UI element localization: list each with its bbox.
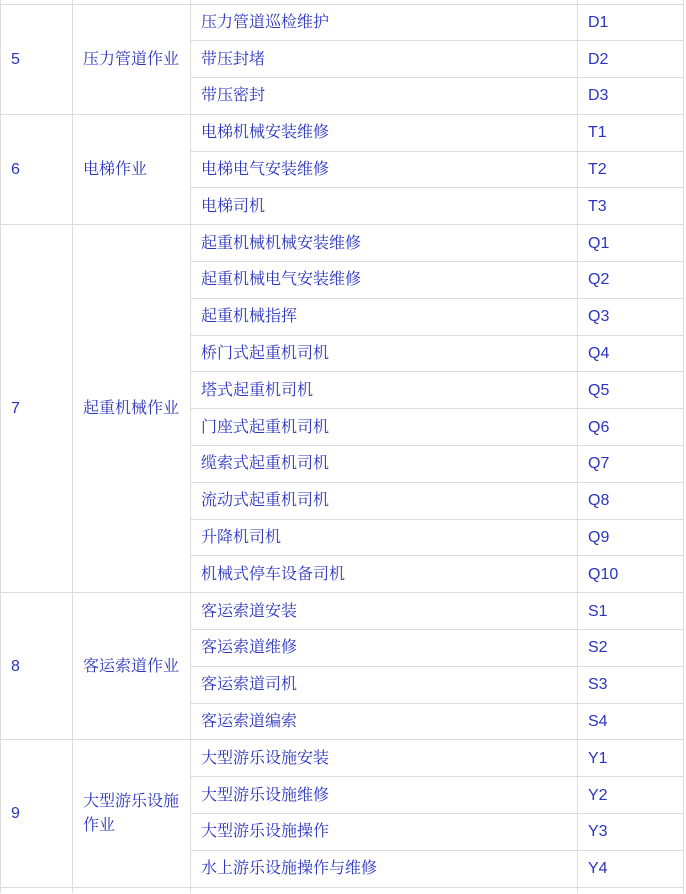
item-code-cell: D2 bbox=[578, 41, 684, 78]
item-code-cell: Q1 bbox=[578, 225, 684, 262]
partial-cell bbox=[1, 887, 73, 893]
category-cell: 压力管道作业 bbox=[73, 4, 191, 114]
operation-item-cell: 流动式起重机司机 bbox=[191, 482, 578, 519]
operation-item-cell: 客运索道维修 bbox=[191, 630, 578, 667]
operation-item-cell: 水上游乐设施操作与维修 bbox=[191, 850, 578, 887]
serial-number-cell: 9 bbox=[1, 740, 73, 887]
item-code-cell: S3 bbox=[578, 666, 684, 703]
operation-item-cell: 客运索道司机 bbox=[191, 666, 578, 703]
category-cell: 电梯作业 bbox=[73, 114, 191, 224]
item-code-cell: Q7 bbox=[578, 446, 684, 483]
table-row bbox=[1, 114, 684, 151]
operation-item-cell: 大型游乐设施操作 bbox=[191, 814, 578, 851]
operation-item-cell: 压力管道巡检维护 bbox=[191, 4, 578, 41]
operation-item-cell: 起重机械指挥 bbox=[191, 298, 578, 335]
operation-item-cell: 机械式停车设备司机 bbox=[191, 556, 578, 593]
item-code-cell: Q3 bbox=[578, 298, 684, 335]
item-code-cell: Q8 bbox=[578, 482, 684, 519]
item-code-cell: D1 bbox=[578, 4, 684, 41]
table-row bbox=[1, 593, 684, 630]
item-code-cell: S2 bbox=[578, 630, 684, 667]
item-code-cell: T3 bbox=[578, 188, 684, 225]
operation-item-cell: 起重机械机械安装维修 bbox=[191, 225, 578, 262]
table-body bbox=[1, 0, 684, 893]
item-code-cell: S1 bbox=[578, 593, 684, 630]
operation-item-cell: 桥门式起重机司机 bbox=[191, 335, 578, 372]
operation-item-cell: 大型游乐设施安装 bbox=[191, 740, 578, 777]
item-code-cell: Q5 bbox=[578, 372, 684, 409]
serial-number-cell: 6 bbox=[1, 114, 73, 224]
operation-item-cell: 带压封堵 bbox=[191, 41, 578, 78]
item-code-cell: Y2 bbox=[578, 777, 684, 814]
operation-item-cell: 电梯司机 bbox=[191, 188, 578, 225]
item-code-cell: Q9 bbox=[578, 519, 684, 556]
serial-number-cell: 8 bbox=[1, 593, 73, 740]
partial-cell bbox=[191, 887, 578, 893]
table-row bbox=[1, 225, 684, 262]
table-row bbox=[1, 740, 684, 777]
operation-item-cell: 缆索式起重机司机 bbox=[191, 446, 578, 483]
operation-item-cell: 电梯电气安装维修 bbox=[191, 151, 578, 188]
operation-item-cell: 带压密封 bbox=[191, 78, 578, 115]
operation-item-cell: 电梯机械安装维修 bbox=[191, 114, 578, 151]
category-cell: 大型游乐设施作业 bbox=[73, 740, 191, 887]
item-code-cell: Q2 bbox=[578, 262, 684, 299]
item-code-cell: S4 bbox=[578, 703, 684, 740]
item-code-cell: Y3 bbox=[578, 814, 684, 851]
category-cell: 客运索道作业 bbox=[73, 593, 191, 740]
item-code-cell: Q10 bbox=[578, 556, 684, 593]
item-code-cell: Y1 bbox=[578, 740, 684, 777]
item-code-cell: T1 bbox=[578, 114, 684, 151]
table-row bbox=[1, 4, 684, 41]
partial-cell bbox=[73, 887, 191, 893]
item-code-cell: D3 bbox=[578, 78, 684, 115]
partial-cell bbox=[578, 887, 684, 893]
operation-item-cell: 门座式起重机司机 bbox=[191, 409, 578, 446]
item-code-cell: Y4 bbox=[578, 850, 684, 887]
operation-item-cell: 塔式起重机司机 bbox=[191, 372, 578, 409]
item-code-cell: Q6 bbox=[578, 409, 684, 446]
operation-item-cell: 客运索道安装 bbox=[191, 593, 578, 630]
item-code-cell: Q4 bbox=[578, 335, 684, 372]
category-cell: 起重机械作业 bbox=[73, 225, 191, 593]
operation-item-cell: 大型游乐设施维修 bbox=[191, 777, 578, 814]
serial-number-cell: 5 bbox=[1, 4, 73, 114]
item-code-cell: T2 bbox=[578, 151, 684, 188]
partial-cut-row bbox=[1, 887, 684, 893]
operation-item-cell: 客运索道编索 bbox=[191, 703, 578, 740]
serial-number-cell: 7 bbox=[1, 225, 73, 593]
operation-item-cell: 升降机司机 bbox=[191, 519, 578, 556]
operation-item-cell: 起重机械电气安装维修 bbox=[191, 262, 578, 299]
